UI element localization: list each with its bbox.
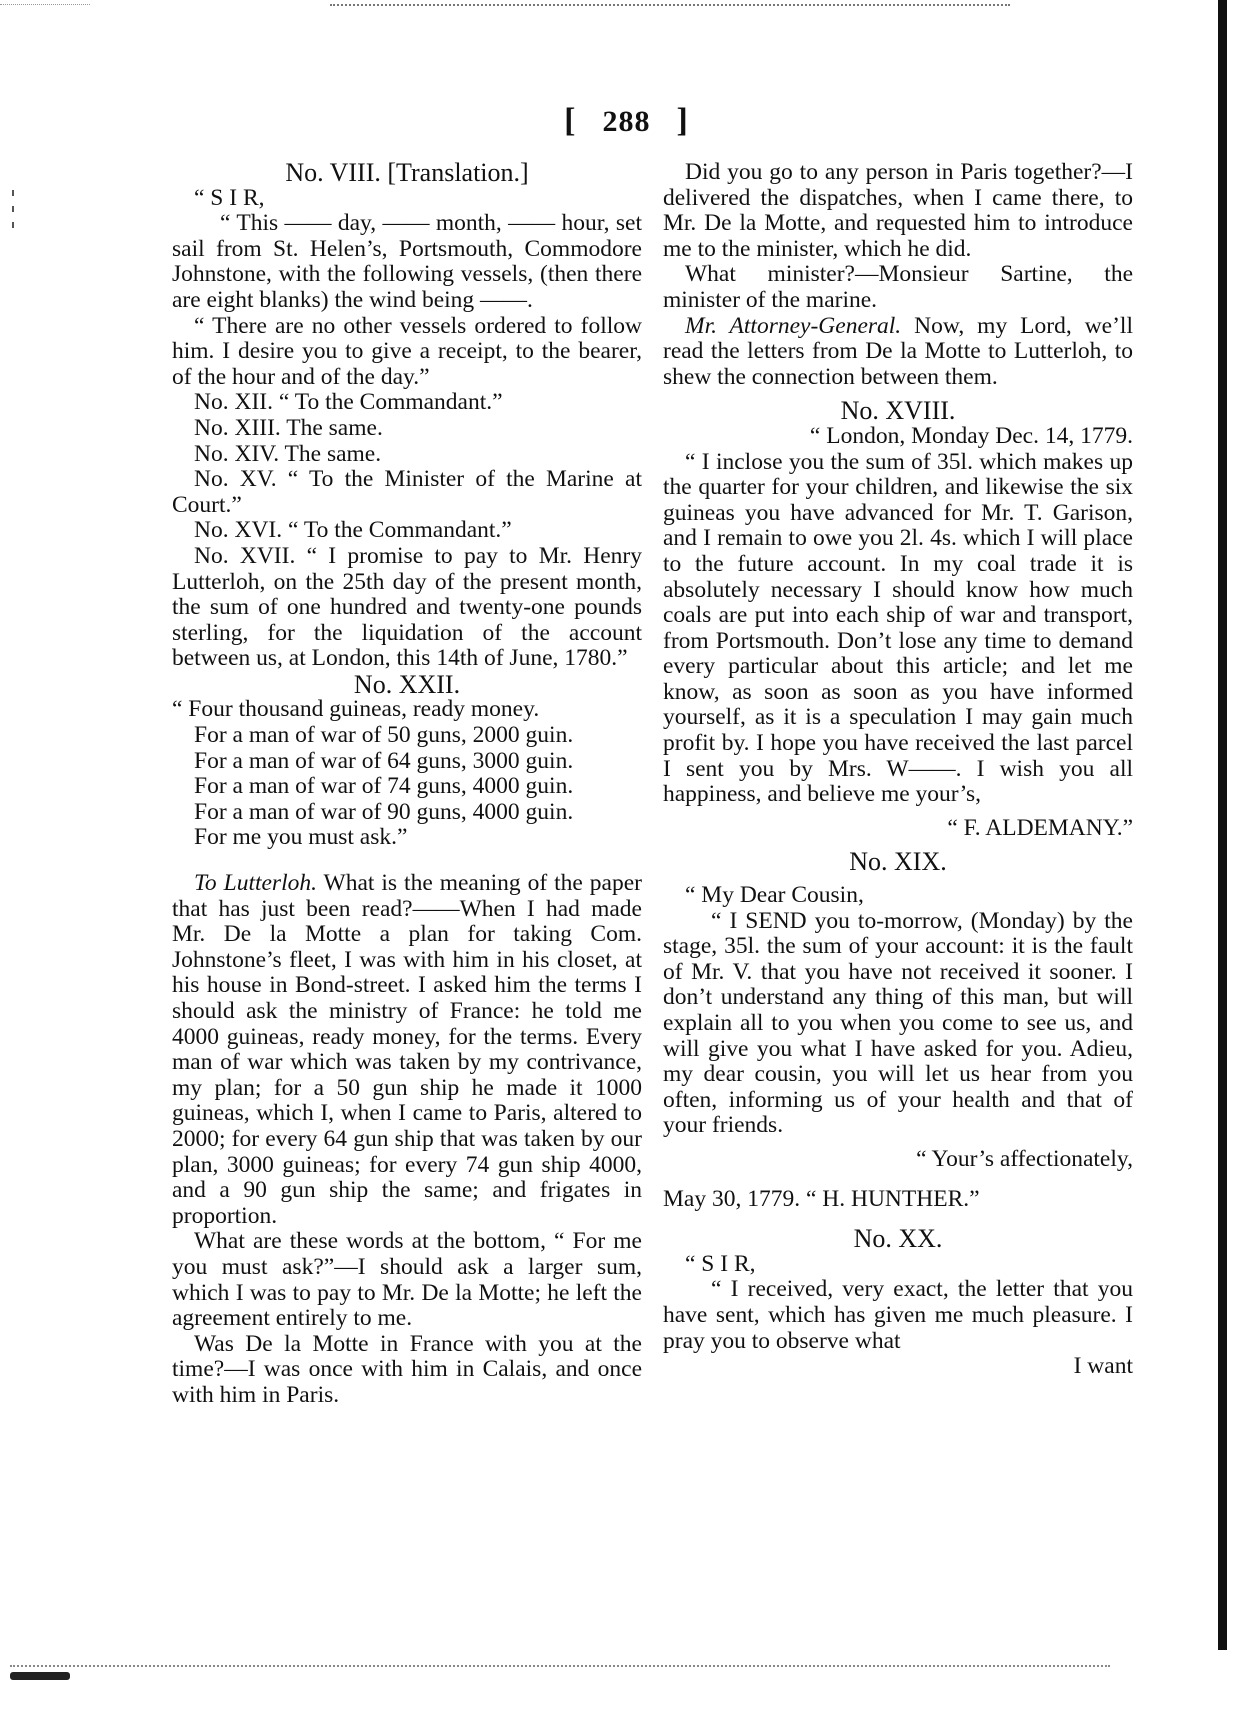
paragraph-text: “ Your’s affectionately, bbox=[916, 1145, 1133, 1172]
left-column-paragraph bbox=[172, 442, 642, 468]
folio-close-bracket: ] bbox=[676, 102, 689, 139]
paragraph-text: “ My Dear Cousin, bbox=[685, 882, 864, 909]
paragraph-text: “ F. ALDEMANY.” bbox=[947, 814, 1133, 841]
left-column-paragraph bbox=[172, 518, 642, 544]
scan-noise-bottom bbox=[10, 1665, 1110, 1670]
left-column-paragraph bbox=[172, 669, 642, 699]
right-column-paragraph bbox=[663, 1252, 1133, 1278]
paragraph-text: “ This —— day, —— month, —— hour, set sail from St. Helen’s, Portsmouth, Commodore Johnstone, with the following vessels, (then there are eight blanks) the wind being ——. bbox=[172, 210, 642, 313]
left-column-paragraph bbox=[172, 800, 642, 826]
left-column-paragraph bbox=[172, 1332, 642, 1409]
paragraph-text: I want bbox=[1073, 1353, 1133, 1380]
left-column-paragraph bbox=[172, 871, 642, 1229]
paragraph-text: Did you go to any person in Paris together?—I delivered the dispatches, when I came there, to Mr. De la Motte, and requested him to introduce me to the minister, which he did. bbox=[663, 159, 1133, 262]
page-number: 288 bbox=[602, 105, 651, 138]
right-column-paragraph bbox=[663, 883, 1133, 909]
paragraph-text: Now, my Lord, we’ll read the letters from De la Motte to Lutterloh, to shew the connection between them. bbox=[663, 312, 1133, 390]
paragraph-text: “ Four thousand guineas, ready money. bbox=[172, 696, 540, 723]
paragraph-text: What are these words at the bottom, “ For me you must ask?”—I should ask a larger sum, which I was to pay to Mr. De la Motte; he left the agreement entirely to me. bbox=[172, 1228, 642, 1332]
left-column-paragraph bbox=[172, 314, 642, 391]
left-column-paragraph bbox=[172, 825, 642, 851]
right-column-paragraph bbox=[663, 1226, 1133, 1252]
paragraph-text: No. XIII. The same. bbox=[194, 414, 383, 441]
paragraph-text: Was De la Motte in France with you at the time?—I was once with him in Calais, and once with him in Paris. bbox=[172, 1330, 642, 1408]
page-edge-shadow bbox=[1218, 0, 1227, 1650]
paragraph-text: For a man of war of 50 guns, 2000 guin. bbox=[194, 722, 574, 749]
paragraph-text: No. VIII. [Translation.] bbox=[285, 158, 529, 187]
paragraph-text: No. XXII. bbox=[353, 669, 461, 699]
left-column-paragraph bbox=[172, 467, 642, 518]
margin-marks bbox=[12, 190, 18, 260]
right-column-paragraph bbox=[663, 314, 1133, 391]
right-column-paragraph bbox=[663, 1187, 1133, 1213]
paragraph-text: No. XV. “ To the Minister of the Marine at Court.” bbox=[172, 466, 642, 518]
paragraph-text: No. XVI. “ To the Commandant.” bbox=[194, 517, 512, 544]
left-column-paragraph bbox=[172, 1229, 642, 1331]
paragraph-text: “ I SEND you to-morrow, (Monday) by the stage, 35l. the sum of your account: it is the fault of Mr. V. that you have not received it sooner. I don’t understand any thing of this man, but will explain all to you when you come to see us, and will give you what I have asked for you. Adieu, my dear cousin, you will let us hear from you often, informing us of your health and that of your friends. bbox=[663, 907, 1133, 1139]
paragraph-text: For a man of war of 64 guns, 3000 guin. bbox=[194, 747, 574, 774]
scan-noise-top bbox=[330, 4, 1010, 9]
right-column-paragraph bbox=[663, 450, 1133, 808]
paragraph-text: No. XVII. “ I promise to pay to Mr. Henry Lutterloh, on the 25th day of the present month, the sum of one hundred and twenty-one pounds sterling, for the liquidation of the account between us, at London, this 14th of June, 1780.” bbox=[172, 542, 642, 672]
left-column-paragraph bbox=[172, 160, 642, 186]
speaker-label: To Lutterloh. bbox=[194, 870, 317, 897]
left-column-paragraph bbox=[172, 186, 642, 212]
left-column-paragraph bbox=[172, 723, 642, 749]
paragraph-text: “ S I R, bbox=[194, 184, 265, 211]
paragraph-text: “ There are no other vessels ordered to follow him. I desire you to give a receipt, to the bearer, of the hour and of the day.” bbox=[172, 312, 642, 390]
page-folio bbox=[0, 102, 1253, 140]
right-column bbox=[663, 160, 1133, 1380]
paragraph-text: What is the meaning of the paper that has just been read?——When I had made Mr. De la Motte a plan for taking Com. Johnstone’s fleet, I was with him in his closet, at his house in Bond-street. I asked him the terms I should ask the ministry of France: he told me 4000 guineas, ready money, for the terms. Every man of war which was taken by my contrivance, my plan; for a 50 gun ship he made it 1000 guineas, which I, when I came to Paris, altered to 2000; for every 64 gun ship that was taken by our plan, 3000 guineas; for every 74 gun ship 4000, and a 90 gun ship the same; and frigates in proportion. bbox=[172, 870, 642, 1229]
paragraph-text: May 30, 1779. “ H. HUNTHER.” bbox=[663, 1185, 980, 1212]
paragraph-text: “ London, Monday Dec. 14, 1779. bbox=[809, 422, 1133, 449]
right-column-paragraph bbox=[663, 1354, 1133, 1380]
paragraph-text: For me you must ask.” bbox=[194, 824, 408, 851]
right-column-paragraph bbox=[663, 909, 1133, 1139]
paragraph-text: What minister?—Monsieur Sartine, the minister of the marine. bbox=[663, 261, 1133, 313]
left-column bbox=[172, 160, 642, 1409]
right-column-paragraph bbox=[663, 849, 1133, 875]
paragraph-text: No. XIX. bbox=[849, 847, 947, 877]
paragraph-text: “ S I R, bbox=[685, 1250, 756, 1277]
left-column-paragraph bbox=[172, 416, 642, 442]
paragraph-text: For a man of war of 90 guns, 4000 guin. bbox=[194, 798, 574, 825]
right-column-paragraph bbox=[663, 424, 1133, 450]
right-column-paragraph bbox=[663, 816, 1133, 842]
paragraph-text: For a man of war of 74 guns, 4000 guin. bbox=[194, 773, 574, 800]
paragraph-text: No. XIV. The same. bbox=[194, 440, 382, 467]
right-column-paragraph bbox=[663, 262, 1133, 313]
paragraph-text: No. XVIII. bbox=[840, 396, 956, 426]
paragraph-text: “ I received, very exact, the letter that you have sent, which has given me much pleasure. I pray you to observe what bbox=[663, 1276, 1133, 1354]
right-column-paragraph bbox=[663, 160, 1133, 262]
right-column-paragraph bbox=[663, 1147, 1133, 1173]
right-column-paragraph bbox=[663, 398, 1133, 424]
paragraph-text: “ I inclose you the sum of 35l. which makes up the quarter for your children, and likewise the six guineas you have advanced for Mr. T. Garison, and I remain to owe you 2l. 4s. which I will place to the future account. In my coal trade it is absolutely necessary I should know how much coals are put into each ship of war and transport, from Portsmouth. Don’t lose any time to demand every particular about this article; and let me know, as soon as soon as you have informed yourself, as it is a speculation I may gain much profit by. I hope you have received the last parcel I sent you by Mrs. W——. I wish you all happiness, and believe me your’s, bbox=[663, 448, 1133, 808]
paragraph-text: No. XII. “ To the Commandant.” bbox=[194, 389, 503, 416]
left-column-paragraph bbox=[172, 211, 642, 313]
scan-noise-top-left bbox=[0, 4, 90, 7]
left-column-paragraph bbox=[172, 390, 642, 416]
speaker-label: Mr. Attorney-General. bbox=[685, 312, 902, 339]
left-column-paragraph bbox=[172, 774, 642, 800]
right-column-paragraph bbox=[663, 1277, 1133, 1354]
scan-blot bbox=[10, 1672, 70, 1680]
paragraph-text: No. XX. bbox=[853, 1224, 943, 1254]
left-column-paragraph bbox=[172, 749, 642, 775]
left-column-paragraph bbox=[172, 544, 642, 672]
left-column-paragraph bbox=[172, 697, 642, 723]
folio-open-bracket: [ bbox=[564, 102, 577, 139]
